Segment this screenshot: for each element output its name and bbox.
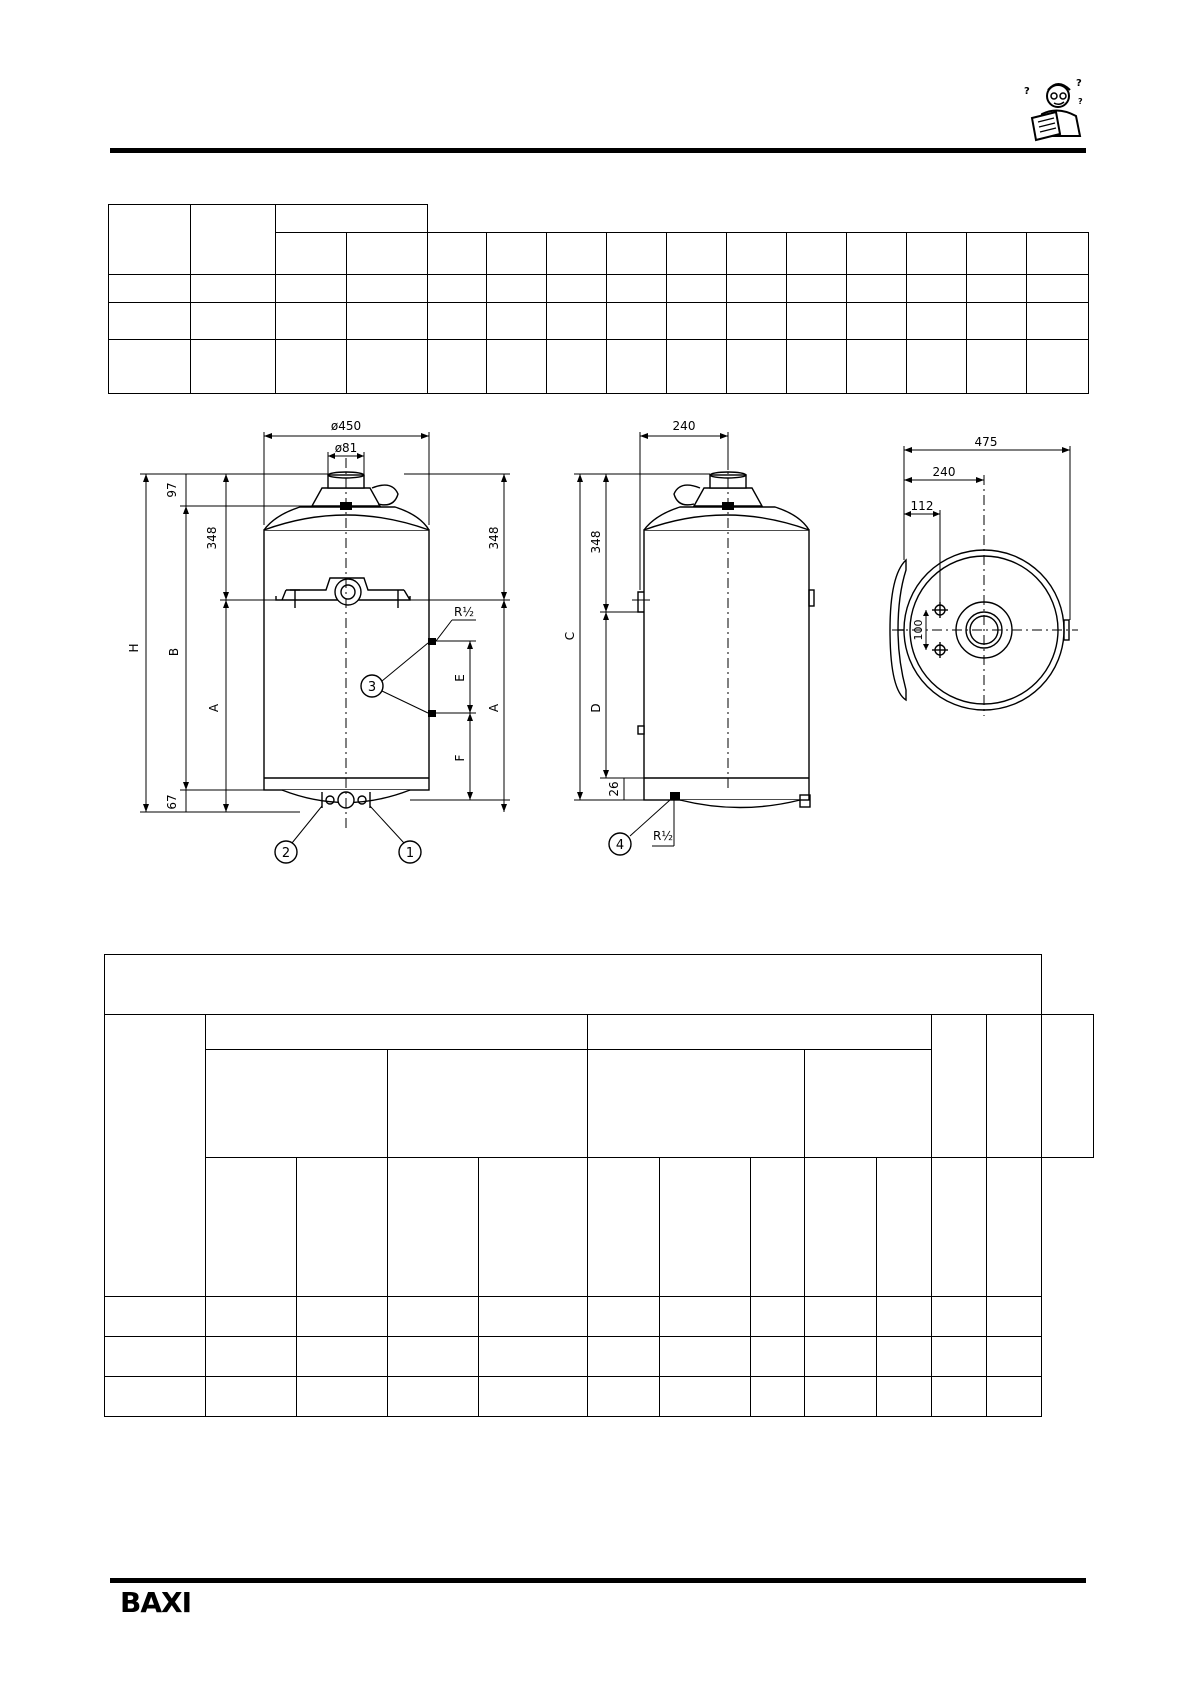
baxi-logo: BAXI (120, 1586, 192, 1619)
dim-label-E: E (453, 674, 467, 682)
callout-4: 4 (615, 838, 625, 853)
table-row (105, 1377, 1094, 1417)
dim-label-A-right: A (487, 703, 501, 713)
table-group-header (588, 1015, 932, 1050)
dim-label-97: 97 (165, 482, 179, 498)
table-subgroup-header (206, 1050, 388, 1158)
callout-1: 1 (405, 846, 415, 861)
bottom-data-table (104, 954, 1094, 1417)
dim-label-240-top: 240 (932, 465, 956, 479)
table-subgroup-header (805, 1050, 932, 1158)
table-row (105, 1337, 1094, 1377)
dim-label-F: F (453, 754, 467, 762)
dim-label-26: 26 (607, 781, 621, 797)
dim-label-B: B (167, 647, 181, 657)
callout-3: 3 (367, 680, 377, 695)
dim-label-diameter-450: ø450 (330, 419, 362, 433)
svg-text:?: ? (1024, 86, 1030, 97)
dim-label-475: 475 (974, 435, 998, 449)
table-subgroup-header (388, 1050, 588, 1158)
dim-label-348-left: 348 (205, 526, 219, 550)
dim-label-100: 100 (912, 619, 925, 641)
table-cell (932, 1015, 987, 1158)
table-group-header (206, 1015, 588, 1050)
dim-label-348-side: 348 (589, 530, 603, 554)
dim-label-C: C (563, 631, 577, 641)
dim-label-240-side: 240 (672, 419, 696, 433)
dim-label-67: 67 (165, 794, 179, 810)
thread-label-side: R½ (653, 829, 673, 843)
dim-label-diameter-81: ø81 (334, 441, 358, 455)
footer-rule (110, 1578, 1086, 1583)
table-cell (987, 1015, 1042, 1158)
dim-label-A-left: A (207, 703, 221, 713)
table-subgroup-header (588, 1050, 805, 1158)
dim-label-112: 112 (910, 499, 934, 513)
svg-text:?: ? (1078, 97, 1083, 106)
dim-label-348-right: 348 (487, 526, 501, 550)
thread-label-front: R½ (454, 605, 474, 619)
top-view-drawing (890, 446, 1078, 716)
callout-2: 2 (281, 846, 291, 861)
dim-label-D: D (589, 703, 603, 713)
table-title-cell (105, 955, 1042, 1015)
table-column-header-row (105, 1158, 1094, 1297)
table-cell (105, 1015, 206, 1297)
svg-text:?: ? (1076, 78, 1082, 89)
front-view-drawing (140, 432, 510, 863)
table-cell (1042, 1015, 1094, 1158)
table-row (105, 1297, 1094, 1337)
dim-label-H: H (127, 643, 141, 653)
